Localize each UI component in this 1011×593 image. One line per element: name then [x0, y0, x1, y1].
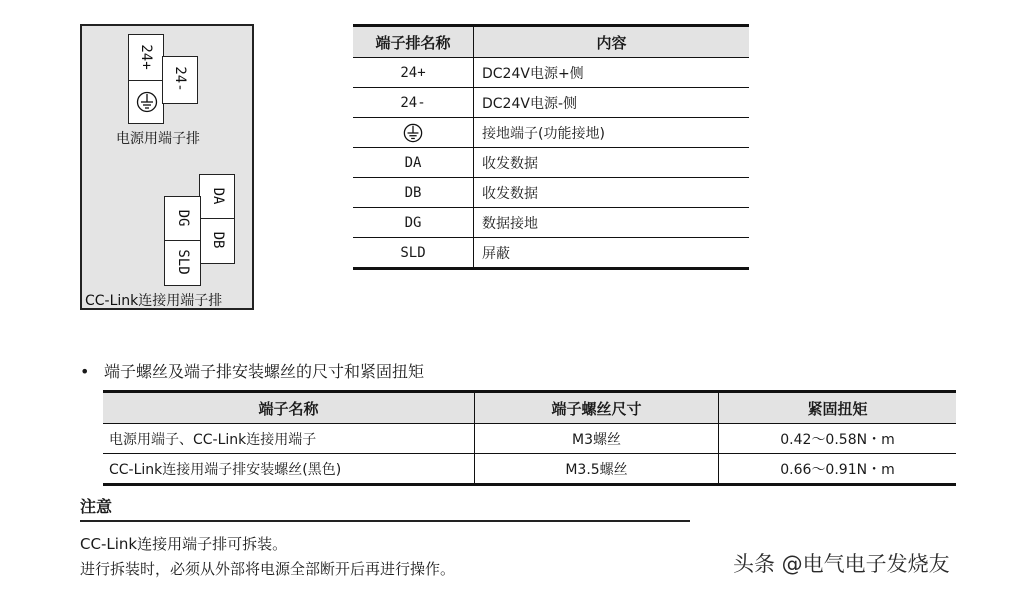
- terminal-content-cell: 接地端子(功能接地): [474, 118, 750, 148]
- torque-cell: 0.66～0.91N・m: [719, 454, 957, 485]
- header-screw-size: 端子螺丝尺寸: [475, 392, 719, 424]
- bullet-heading: [80, 359, 424, 382]
- terminal-db-label: DB: [210, 231, 226, 249]
- bullet-heading-text: 端子螺丝及端子排安装螺丝的尺寸和紧固扭矩: [104, 362, 425, 381]
- note-line: 进行拆装时，必须从外部将电源全部断开后再进行操作。: [80, 560, 456, 578]
- terminal-24minus: [162, 56, 198, 104]
- table-row: [103, 454, 956, 485]
- header-torque: 紧固扭矩: [719, 392, 957, 424]
- terminal-da-label: DA: [210, 187, 226, 205]
- terminal-content-cell: 收发数据: [474, 148, 750, 178]
- screw-name-cell: 电源用端子、CC-Link连接用端子: [103, 424, 475, 454]
- terminal-sld: [164, 240, 201, 286]
- terminal-dg: [164, 196, 201, 242]
- ground-icon: [136, 91, 158, 113]
- screw-name-cell: CC-Link连接用端子排安装螺丝(黑色): [103, 454, 475, 485]
- terminal-ground: [128, 80, 164, 124]
- table-row: [353, 58, 749, 88]
- terminal-24plus-label: 24+: [138, 44, 154, 70]
- cclink-terminal-label: CC-Link连接用端子排: [85, 293, 223, 309]
- screw-size-cell: M3螺丝: [475, 424, 719, 454]
- terminal-name-cell: 24+: [353, 58, 474, 88]
- header-content: 内容: [474, 26, 750, 58]
- terminal-table: [353, 24, 749, 270]
- terminal-content-cell: DC24V电源+侧: [474, 58, 750, 88]
- terminal-content-cell: 数据接地: [474, 208, 750, 238]
- table-row: [353, 208, 749, 238]
- table-row: [353, 118, 749, 148]
- terminal-illustration: [80, 24, 254, 310]
- note-title: 注意: [80, 497, 113, 516]
- terminal-content-cell: DC24V电源-侧: [474, 88, 750, 118]
- screw-table: [103, 390, 956, 486]
- terminal-name-cell: 24-: [353, 88, 474, 118]
- ground-icon: [403, 123, 423, 143]
- terminal-da: [199, 174, 235, 220]
- terminal-name-cell: [353, 118, 474, 148]
- terminal-content-cell: 屏蔽: [474, 238, 750, 269]
- terminal-name-cell: DG: [353, 208, 474, 238]
- watermark: 头条 @电气电子发烧友: [733, 552, 950, 576]
- table-row: [353, 88, 749, 118]
- terminal-db: [199, 218, 235, 264]
- terminal-name-cell: DA: [353, 148, 474, 178]
- table-row: [353, 238, 749, 269]
- table-header-row: [353, 26, 749, 58]
- terminal-dg-label: DG: [175, 209, 191, 227]
- bullet-dot-icon: •: [80, 362, 90, 381]
- terminal-sld-label: SLD: [175, 249, 191, 275]
- terminal-name-cell: DB: [353, 178, 474, 208]
- terminal-name-cell: SLD: [353, 238, 474, 269]
- header-terminal-name: 端子名称: [103, 392, 475, 424]
- header-terminal-name: 端子排名称: [353, 26, 474, 58]
- screw-size-cell: M3.5螺丝: [475, 454, 719, 485]
- power-terminal-label: 电源用端子排: [116, 131, 200, 147]
- table-row: [353, 148, 749, 178]
- table-row: [353, 178, 749, 208]
- terminal-24plus: [128, 34, 164, 82]
- terminal-content-cell: 收发数据: [474, 178, 750, 208]
- terminal-24minus-label: 24-: [172, 66, 188, 92]
- table-header-row: [103, 392, 956, 424]
- torque-cell: 0.42～0.58N・m: [719, 424, 957, 454]
- note-line: CC-Link连接用端子排可拆装。: [80, 535, 288, 553]
- note-divider: [80, 520, 690, 522]
- table-row: [103, 424, 956, 454]
